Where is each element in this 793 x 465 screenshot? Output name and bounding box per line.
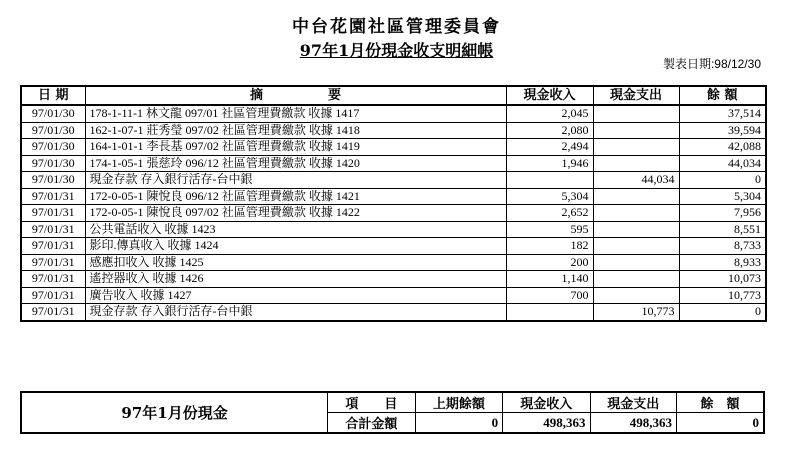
row-date: 97/01/31	[21, 254, 85, 271]
row-income	[506, 172, 593, 189]
col-balance: 餘 額	[679, 86, 766, 105]
row-desc: 174-1-05-1 張慈玲 096/12 社區管理費繳款 收據 1420	[85, 155, 506, 172]
row-balance: 10,073	[679, 271, 766, 288]
row-desc: 影印.傳真收入 收據 1424	[85, 238, 506, 255]
table-row	[21, 139, 766, 156]
table-row	[21, 188, 766, 205]
row-desc: 162-1-07-1 莊秀瑩 097/02 社區管理費繳款 收據 1418	[85, 122, 506, 139]
table-row	[21, 221, 766, 238]
row-income: 1,140	[506, 271, 593, 288]
row-income: 700	[506, 287, 593, 304]
row-income: 2,494	[506, 139, 593, 156]
row-balance: 10,773	[679, 287, 766, 304]
row-balance: 8,933	[679, 254, 766, 271]
table-row	[21, 254, 766, 271]
table-row	[21, 172, 766, 189]
row-date: 97/01/31	[21, 188, 85, 205]
summary-prev-header: 上期餘額	[415, 392, 502, 413]
row-date: 97/01/30	[21, 155, 85, 172]
row-desc: 172-0-05-1 陳悅良 096/12 社區管理費繳款 收據 1421	[85, 188, 506, 205]
row-date: 97/01/31	[21, 287, 85, 304]
row-balance: 37,514	[679, 105, 766, 122]
row-desc: 公共電話收入 收據 1423	[85, 221, 506, 238]
ledger-header-row	[21, 86, 766, 105]
row-expense	[593, 238, 679, 255]
table-row	[21, 287, 766, 304]
table-row	[21, 238, 766, 255]
row-expense: 10,773	[593, 304, 679, 321]
summary-balance-header: 餘 額	[677, 392, 765, 413]
row-date: 97/01/30	[21, 172, 85, 189]
row-expense	[593, 271, 679, 288]
row-balance: 5,304	[679, 188, 766, 205]
summary-expense-header: 現金支出	[590, 392, 676, 413]
report-title: 中台花園社區管理委員會	[292, 17, 501, 37]
row-expense	[593, 254, 679, 271]
row-balance: 42,088	[679, 139, 766, 156]
summary-item-header: 項 目	[328, 392, 415, 413]
row-date: 97/01/31	[21, 271, 85, 288]
ledger-table	[20, 85, 767, 322]
row-income: 1,946	[506, 155, 593, 172]
row-desc: 現金存款 存入銀行活存-台中銀	[85, 304, 506, 321]
col-expense: 現金支出	[593, 86, 679, 105]
row-income: 2,080	[506, 122, 593, 139]
row-balance: 44,034	[679, 155, 766, 172]
row-income: 5,304	[506, 188, 593, 205]
row-desc: 現金存款 存入銀行活存-台中銀	[85, 172, 506, 189]
summary-total-label: 合計金額	[328, 413, 415, 434]
report-subtitle: 97年1月份現金收支明細帳	[299, 41, 494, 60]
row-desc: 遙控器收入 收據 1426	[85, 271, 506, 288]
made-date	[663, 55, 761, 72]
row-balance: 8,551	[679, 221, 766, 238]
row-date: 97/01/30	[21, 122, 85, 139]
table-row	[21, 105, 766, 122]
row-balance: 39,594	[679, 122, 766, 139]
row-date: 97/01/31	[21, 205, 85, 222]
row-income: 2,652	[506, 205, 593, 222]
row-expense: 44,034	[593, 172, 679, 189]
row-desc: 廣告收入 收據 1427	[85, 287, 506, 304]
row-date: 97/01/30	[21, 105, 85, 122]
summary-table	[20, 391, 765, 434]
row-income: 2,045	[506, 105, 593, 122]
table-row	[21, 155, 766, 172]
row-expense	[593, 188, 679, 205]
row-expense	[593, 155, 679, 172]
row-balance: 8,733	[679, 238, 766, 255]
summary-header-row	[21, 392, 764, 413]
row-expense	[593, 221, 679, 238]
row-expense	[593, 105, 679, 122]
summary-income-header: 現金收入	[503, 392, 590, 413]
row-expense	[593, 205, 679, 222]
row-date: 97/01/31	[21, 221, 85, 238]
row-desc: 172-0-05-1 陳悅良 097/02 社區管理費繳款 收據 1422	[85, 205, 506, 222]
summary-label: 97年1月份現金	[21, 392, 328, 433]
row-income: 595	[506, 221, 593, 238]
row-balance: 0	[679, 172, 766, 189]
row-income: 200	[506, 254, 593, 271]
row-balance: 7,956	[679, 205, 766, 222]
made-date-label: 製表日期:	[662, 57, 715, 71]
row-balance: 0	[679, 304, 766, 321]
summary-expense: 498,363	[590, 413, 676, 434]
row-income: 182	[506, 238, 593, 255]
summary-prev: 0	[415, 413, 502, 434]
row-expense	[593, 122, 679, 139]
row-date: 97/01/31	[21, 304, 85, 321]
table-row	[21, 205, 766, 222]
row-desc: 178-1-11-1 林文龍 097/01 社區管理費繳款 收據 1417	[85, 105, 506, 122]
table-row	[21, 122, 766, 139]
row-date: 97/01/31	[21, 238, 85, 255]
col-summary: 摘 要	[85, 86, 506, 105]
summary-income: 498,363	[503, 413, 590, 434]
row-desc: 感應扣收入 收據 1425	[85, 254, 506, 271]
row-income	[506, 304, 593, 321]
col-date: 日 期	[21, 86, 85, 105]
table-row	[21, 304, 766, 321]
made-date-value: 98/12/30	[714, 57, 761, 71]
row-date: 97/01/30	[21, 139, 85, 156]
row-expense	[593, 139, 679, 156]
col-income: 現金收入	[506, 86, 593, 105]
row-desc: 164-1-01-1 李長基 097/02 社區管理費繳款 收據 1419	[85, 139, 506, 156]
table-row	[21, 271, 766, 288]
summary-balance: 0	[677, 413, 765, 434]
row-expense	[593, 287, 679, 304]
